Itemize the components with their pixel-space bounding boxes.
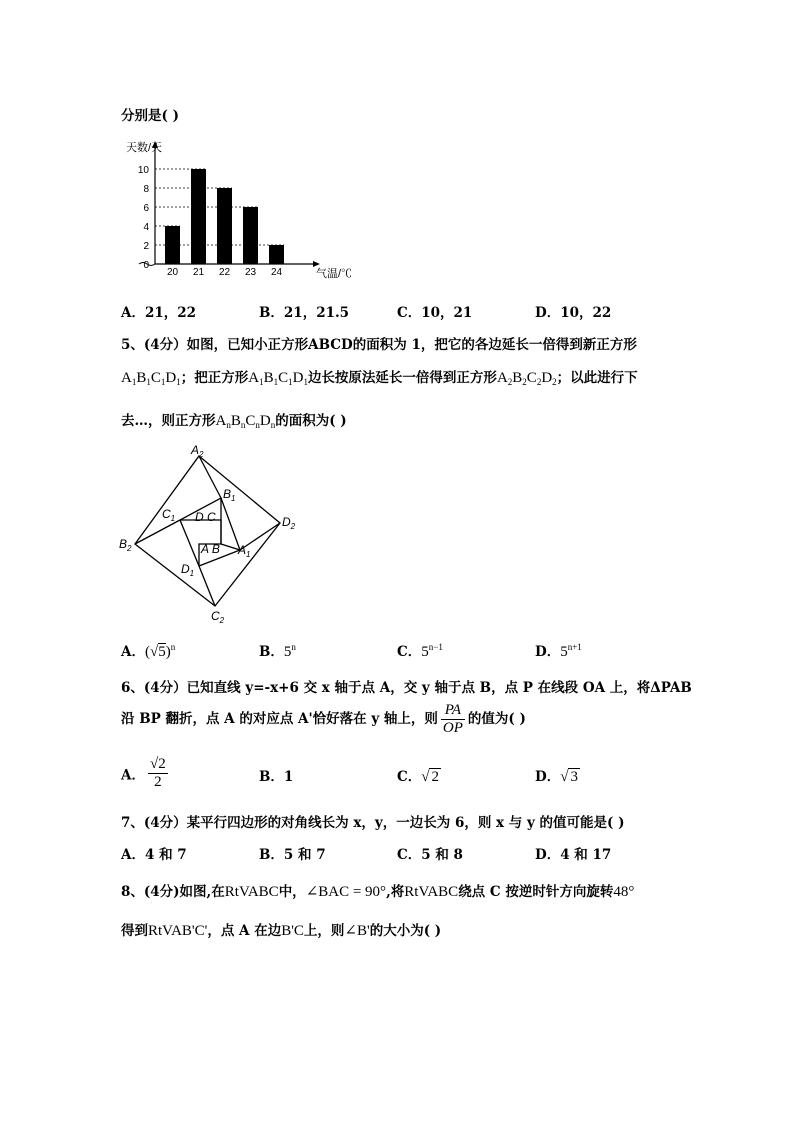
label-a1: $A_1$ <box>238 543 251 559</box>
sqrt-3: √ 3 <box>560 769 578 785</box>
q7-stem: 7、(4分）某平行四边形的对角线长为 x，y，一边长为 6，则 x 与 y 的值可能是( ) <box>121 815 625 831</box>
y-tick-label: 0 <box>143 260 149 271</box>
x-tick-label: 24 <box>270 267 283 278</box>
segment-b-prime-c: B'C <box>281 923 304 939</box>
q5-line2-a: ；把正方形 <box>180 370 249 386</box>
q6-stem-line2: 沿 BP 翻折，点 A 的对应点 A'恰好落在 y 轴上，则 $\frac{PA}{OP}$ 的值为( ) <box>121 702 526 736</box>
chart-x-tick-labels <box>167 267 283 278</box>
label-a2: $A_2$ <box>191 443 204 459</box>
q6-stem-line1: 6、(4分）已知直线 y=-x+6 交 x 轴于点 A，交 y 轴于点 B，点 P 在线段 OA 上，将ΔPAB <box>121 680 692 696</box>
q5-line3-a: 去…，则正方形 <box>121 413 216 429</box>
fraction-sqrt2-over-2: $\frac{√2}{2}$ <box>149 756 166 790</box>
q5-nested-squares-figure <box>115 440 315 630</box>
square-a2b2c2d2-shape <box>135 456 280 606</box>
q4-option-d[interactable]: D．10，22 <box>535 305 612 321</box>
label-b1: $B_1$ <box>223 487 236 503</box>
q5-option-b[interactable]: B．5$^n$ <box>259 642 296 660</box>
bar-24 <box>269 245 284 264</box>
q8-stem-line2: 得到RtVAB'C'，点 A 在边B'C上，则∠B'的大小为( ) <box>121 923 442 939</box>
fraction-pa-op: $\frac{PA}{OP}$ <box>442 702 463 736</box>
x-tick-label: 23 <box>244 267 257 278</box>
label-c2: $C_2$ <box>211 609 225 625</box>
q5-option-d[interactable]: D．$5^{n+1}$ <box>535 642 582 660</box>
angle-b-prime: ∠B' <box>344 923 370 939</box>
bar-23 <box>243 207 258 264</box>
sqrt-2: √ 2 <box>421 769 439 785</box>
rt-abc-2: RtVABC <box>404 884 459 900</box>
square-a2b2c2d2: $A_2B_2C_2D_2$ <box>496 370 557 387</box>
q6-option-d[interactable]: D．√ 3 <box>535 769 578 785</box>
y-axis-label: 天数/天 <box>126 142 163 154</box>
square-anbncndn: $A_nB_nC_nD_n$ <box>215 413 276 430</box>
edge-b2-c1 <box>135 520 180 544</box>
angle-bac: ∠BAC = 90° <box>305 884 387 900</box>
q5-option-b-math: 5$^n$ <box>283 642 296 660</box>
q4-option-a[interactable]: A．21，22 <box>121 305 197 321</box>
y-tick-label: 10 <box>137 165 149 176</box>
q5-line3-b: 的面积为( ) <box>275 413 347 429</box>
q4-bar-chart <box>118 138 358 280</box>
q5-option-c-math: $5^{n-1}$ <box>421 642 443 660</box>
q7-option-d[interactable]: D．4 和 17 <box>535 847 612 863</box>
chart-y-tick-labels <box>138 165 150 271</box>
label-d1: $D_1$ <box>181 562 195 578</box>
q5-option-d-math: $5^{n+1}$ <box>560 642 582 660</box>
q7-option-b[interactable]: B．5 和 7 <box>259 847 326 863</box>
y-tick-label: 8 <box>143 184 149 195</box>
q5-stem-line1: 5、(4分）如图，已知小正方形ABCD的面积为 1，把它的各边延长一倍得到新正方形 <box>121 337 637 353</box>
q4-option-c[interactable]: C．10，21 <box>397 305 473 321</box>
x-tick-label: 22 <box>218 267 231 278</box>
x-axis-arrow <box>313 261 320 267</box>
y-tick-label: 6 <box>143 203 149 214</box>
edge-a2-b1 <box>199 456 221 498</box>
bar-20 <box>165 226 180 264</box>
q8-stem-line1: 8、(4分)如图,在RtVABC中，∠BAC = 90°,将RtVABC绕点 C 按逆时针方向旋转48° <box>121 884 635 900</box>
bar-22 <box>217 188 232 264</box>
chart-bars <box>165 169 284 264</box>
q7-option-a[interactable]: A．4 和 7 <box>121 847 187 863</box>
square-a1b1c1d1-2: $A_1B_1C_1D_1$ <box>248 370 308 387</box>
label-dc: D C <box>195 510 216 524</box>
x-tick-label: 20 <box>166 267 179 278</box>
rt-ab-prime-c-prime: RtVAB'C' <box>148 923 208 939</box>
label-b2: $B_2$ <box>119 537 132 553</box>
q5-stem-line3 <box>121 409 347 430</box>
y-tick-label: 2 <box>143 241 149 252</box>
square-a1b1c1d1: $A_1B_1C_1D_1$ <box>121 370 181 387</box>
q5-option-a-math: $(√5)^n$ <box>144 642 176 660</box>
q5-line2-c: ；以此进行下 <box>556 370 638 386</box>
rt-abc: RtVABC <box>224 884 279 900</box>
x-axis-label: 气温/℃ <box>316 268 353 280</box>
q5-option-a[interactable]: A．$(√5)^n$ <box>121 642 176 660</box>
q4-stem-tail: 分别是( ) <box>121 108 179 124</box>
q5-line2-b: 边长按原法延长一倍得到正方形 <box>307 370 497 386</box>
q6-option-b[interactable]: B．1 <box>259 769 294 785</box>
bar-21 <box>191 169 206 264</box>
label-c1: $C_1$ <box>162 507 176 523</box>
q6-option-a[interactable]: A． $\frac{√2}{2}$ <box>121 756 166 790</box>
label-d2: $D_2$ <box>282 515 296 531</box>
label-ab: A B <box>201 542 220 556</box>
angle-48: 48° <box>613 884 635 900</box>
q7-option-c[interactable]: C．5 和 8 <box>397 847 463 863</box>
q6-option-c[interactable]: C．√ 2 <box>397 769 439 785</box>
q4-option-b[interactable]: B．21，21.5 <box>259 305 350 321</box>
y-tick-label: 4 <box>143 222 149 233</box>
x-tick-label: 21 <box>192 267 205 278</box>
q5-stem-line2 <box>121 366 638 387</box>
q5-option-c[interactable]: C．$5^{n-1}$ <box>397 642 443 660</box>
